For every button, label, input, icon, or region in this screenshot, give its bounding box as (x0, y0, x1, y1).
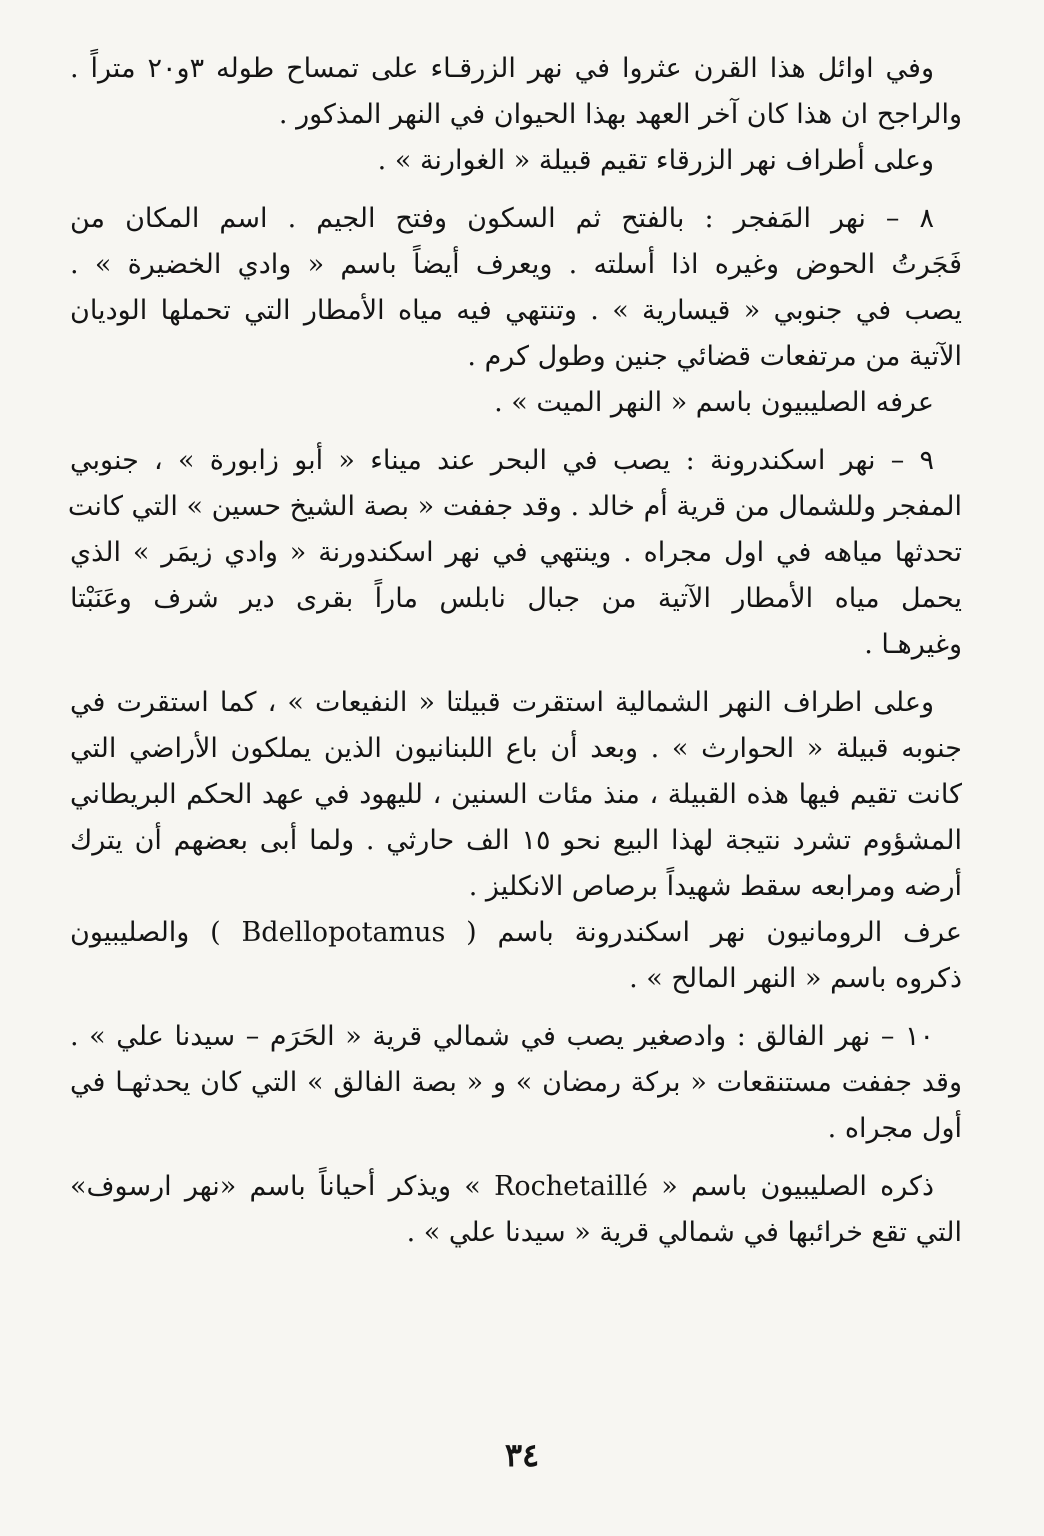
paragraph-ghawarna (70, 138, 962, 184)
text-line: يحمل مياه الأمطار الآتية من جبال نابلس ماراً بقرى دير شرف وعَنَبْتا (70, 583, 962, 614)
text-line: جنوبه قبيلة « الحوارث » . وبعد أن باع اللبنانيون الذين يملكون الأراضي التي (70, 733, 962, 764)
text-line: تحدثها مياهه في اول مجراه . وينتهي في نهر اسكندورنة « وادي زيمَر » الذي (70, 537, 962, 568)
text-line: وغيرهـا . (864, 629, 962, 660)
text-line: والراجح ان هذا كان آخر العهد بهذا الحيوان في النهر المذكور . (278, 99, 962, 130)
text-line: ٩ – نهر اسكندرونة : يصب في البحر عند ميناء « أبو زابورة » ، جنوبي (70, 445, 934, 476)
paragraph-river-faliq (70, 1014, 962, 1152)
text-line: ذكره الصليبيون باسم « Rochetaillé » ويذكر أحياناً باسم «نهر ارسوف» (70, 1171, 934, 1202)
paragraph-rochetaille (70, 1164, 962, 1256)
text-line: المشؤوم تشرد نتيجة لهذا البيع نحو ١٥ الف حارثي . ولما أبى بعضهم أن يترك (70, 825, 962, 856)
paragraph-romans (70, 910, 962, 1002)
text-line: فَجَرتُ الحوض وغيره اذا أسلته . ويعرف أيضاً باسم « وادي الخضيرة » . (70, 249, 962, 280)
text-line: عرفه الصليبيون باسم « النهر الميت » . (494, 387, 934, 418)
text-line: أول مجراه . (827, 1113, 962, 1144)
text-line: التي تقع خرائبها في شمالي قرية « سيدنا علي » . (406, 1217, 962, 1248)
text-line: الآتية من مرتفعات قضائي جنين وطول كرم . (467, 341, 962, 372)
text-line: ذكروه باسم « النهر المالح » . (629, 963, 962, 994)
paragraph-river-mafjar (70, 196, 962, 380)
paragraph-river-iskandaruna (67, 438, 962, 668)
paragraph-crusaders-dead-river (70, 380, 962, 426)
text-line: ١٠ – نهر الفالق : وادصغير يصب في شمالي قرية « الحَرَم – سيدنا علي » . (70, 1021, 934, 1052)
text-line: المفجر وللشمال من قرية أم خالد . وقد جففت « بصة الشيخ حسين » التي كانت (67, 491, 962, 522)
paragraph-tribes (70, 680, 962, 910)
text-line: وعلى اطراف النهر الشمالية استقرت قبيلتا « النفيعات » ، كما استقرت في (70, 687, 934, 718)
text-line: عرف الرومانيون نهر اسكندرونة باسم ( Bdellopotamus ) والصليبيون (70, 917, 962, 948)
text-line: وفي اوائل هذا القرن عثروا في نهر الزرقـاء على تمساح طوله ٣و٢٠ متراً . (70, 53, 935, 84)
text-line: وقد جففت مستنقعات « بركة رمضان » و « بصة الفالق » التي كان يحدثهـا في (70, 1067, 962, 1098)
paragraph-crocodile (70, 46, 962, 138)
text-line: وعلى أطراف نهر الزرقاء تقيم قبيلة « الغوارنة » . (377, 145, 934, 176)
text-line: كانت تقيم فيها هذه القبيلة ، منذ مئات السنين ، لليهود في عهد الحكم البريطاني (70, 779, 962, 810)
text-line: ٨ – نهر المَفجر : بالفتح ثم السكون وفتح الجيم . اسم المكان من (70, 203, 934, 234)
text-line: يصب في جنوبي « قيسارية » . وتنتهي فيه مياه الأمطار التي تحملها الوديان (70, 295, 962, 326)
text-line: أرضه ومرابعه سقط شهيداً برصاص الانكليز . (468, 871, 962, 902)
page-number: ٣٤ (504, 1436, 540, 1474)
